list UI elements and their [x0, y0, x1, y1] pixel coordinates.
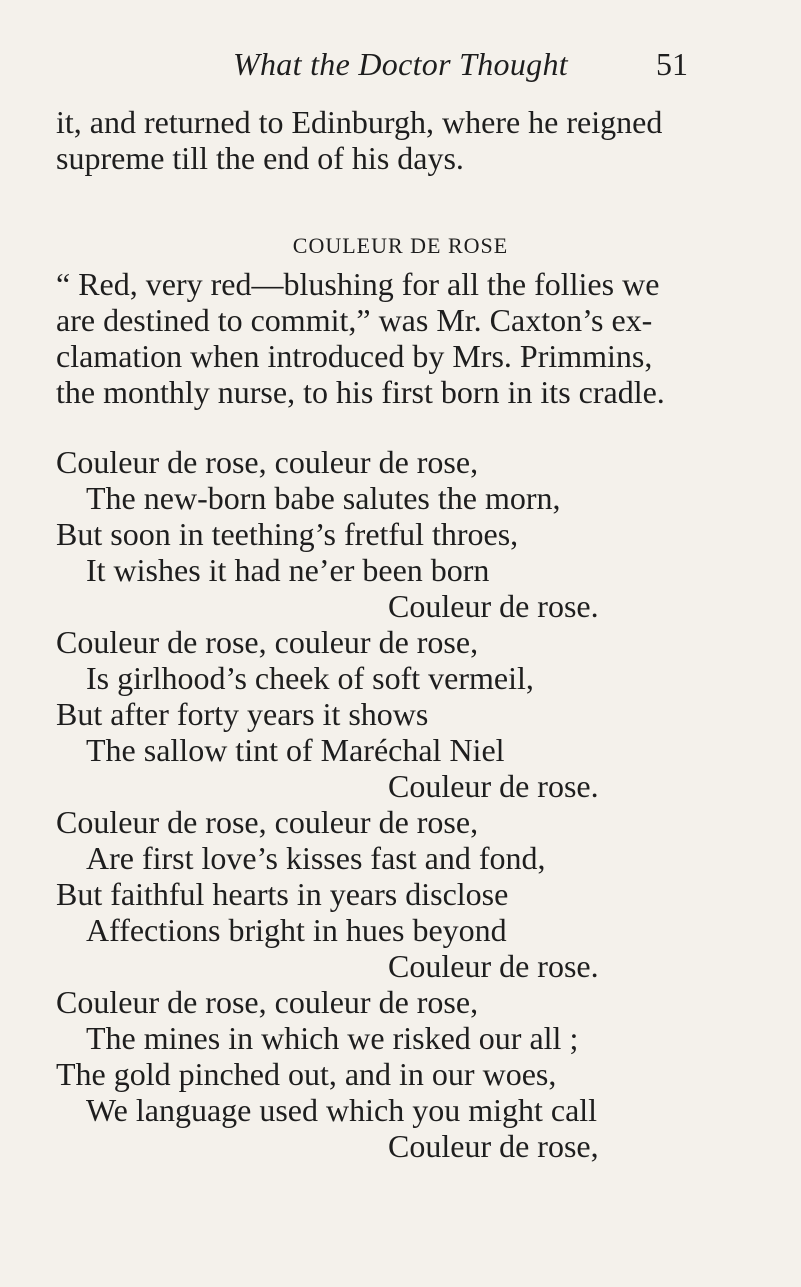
verse-line: It wishes it had ne’er been born	[86, 552, 490, 588]
poem-stanza-1	[56, 444, 776, 624]
verse-line: Are first love’s kisses fast and fond,	[86, 840, 546, 876]
text-line: supreme till the end of his days.	[56, 140, 464, 176]
section-heading: COULEUR DE ROSE	[292, 233, 509, 258]
text-line: are destined to commit,” was Mr. Caxton’s ex-	[56, 302, 653, 338]
verse-line: The mines in which we risked our all ;	[86, 1020, 579, 1056]
verse-refrain: Couleur de rose.	[388, 948, 599, 984]
text-line: “ Red, very red—blushing for all the follies we	[56, 266, 660, 302]
intro-paragraph	[56, 104, 766, 176]
verse-refrain: Couleur de rose.	[388, 768, 599, 804]
verse-line: Affections bright in hues beyond	[86, 912, 507, 948]
verse-line: The gold pinched out, and in our woes,	[56, 1056, 557, 1092]
verse-line: The new-born babe salutes the morn,	[86, 480, 561, 516]
verse-line: Couleur de rose, couleur de rose,	[56, 444, 479, 480]
section-paragraph	[56, 266, 766, 410]
text-line: it, and returned to Edinburgh, where he reigned	[56, 104, 663, 140]
verse-line: Couleur de rose, couleur de rose,	[56, 984, 479, 1020]
verse-line: But faithful hearts in years disclose	[56, 876, 509, 912]
verse-line: But soon in teething’s fretful throes,	[56, 516, 519, 552]
verse-line: But after forty years it shows	[56, 696, 429, 732]
verse-line: Is girlhood’s cheek of soft vermeil,	[86, 660, 534, 696]
poem-stanza-2	[56, 624, 776, 804]
verse-line: Couleur de rose, couleur de rose,	[56, 624, 479, 660]
verse-line: We language used which you might call	[86, 1092, 598, 1128]
running-header-title: What the Doctor Thought	[233, 46, 568, 82]
poem-stanza-4	[56, 984, 776, 1164]
page-number: 51	[656, 46, 688, 82]
verse-refrain: Couleur de rose,	[388, 1128, 599, 1164]
verse-line: The sallow tint of Maréchal Niel	[86, 732, 505, 768]
text-line: clamation when introduced by Mrs. Primmins,	[56, 338, 653, 374]
text-line: the monthly nurse, to his first born in its cradle.	[56, 374, 665, 410]
verse-line: Couleur de rose, couleur de rose,	[56, 804, 479, 840]
poem-stanza-3	[56, 804, 776, 984]
verse-refrain: Couleur de rose.	[388, 588, 599, 624]
